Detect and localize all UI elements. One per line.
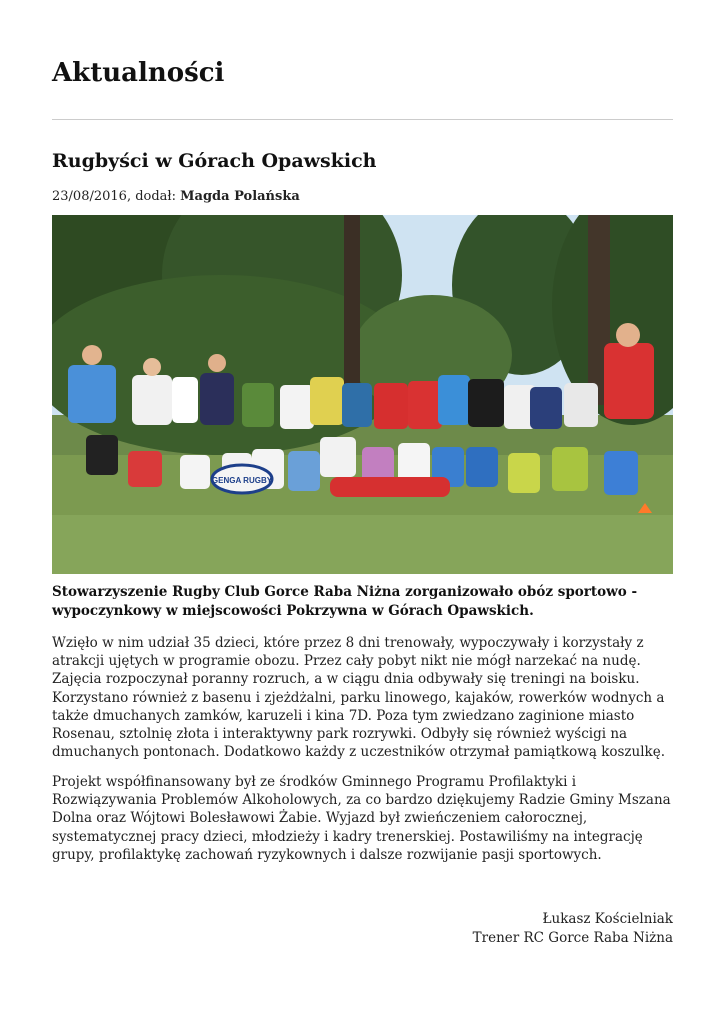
article-title: Rugbyści w Górach Opawskich: [52, 150, 377, 172]
section-title: Aktualności: [52, 58, 225, 88]
added-by-label: , dodał:: [126, 189, 181, 204]
article-lead: Stowarzyszenie Rugby Club Gorce Raba Niżna zorganizowało obóz sportowo - wypoczynkowy w miejscowości Pokrzywna w Górach Opawskich.: [52, 584, 638, 619]
article-author: Magda Polańska: [180, 189, 300, 204]
article-date: 23/08/2016: [52, 189, 127, 204]
group-photo-illustration: [52, 215, 673, 574]
article-paragraph-2: Projekt współfinansowany był ze środków Gminnego Programu Profilaktyki i Rozwiązywania Problemów Alkoholowych, za co bardzo dziękujemy Radzie Gminy Mszana Dolna oraz Wójtowi Bolesławowi Żabie. Wyjazd był zwieńczeniem całorocznej, systematycznej pracy dzieci, młodzieży i kadry trenerskiej. Postawiliśmy na integrację grupy, profilaktykę zachowań ryzykownych i dalsze rozwijanie pasji sportowych.: [52, 774, 671, 863]
signature-name: Łukasz Kościelniak: [542, 911, 673, 927]
signature-role: Trener RC Gorce Raba Niżna: [472, 930, 673, 946]
section-divider: [52, 119, 673, 120]
ball-lettering: GENGA RUGBY: [211, 476, 273, 485]
article-paragraph-1: Wzięło w nim udział 35 dzieci, które przez 8 dni trenowały, wypoczywały i korzystały z atrakcji ujętych w programie obozu. Przez cały pobyt nikt nie mógł narzekać na nudę. Zajęcia rozpoczynał poranny rozruch, a w ciągu dnia odbywały się treningi na boisku. Korzystano również z basenu i zjeżdżalni, parku linowego, kajaków, rowerków wodnych a także dmuchanych zamków, karuzeli i kina 7D. Poza tym zwiedzano zaginione miasto Rosenau, sztolnię złota i interaktywny park rozrywki. Odbyły się również wyścigi na dmuchanych pontonach. Dodatkowo każdy z uczestników otrzymał pamiątkową koszulkę.: [52, 635, 666, 761]
article-meta: [52, 188, 300, 206]
signature: [473, 910, 673, 948]
article-photo: [52, 215, 673, 574]
rugby-ball: [212, 465, 273, 493]
